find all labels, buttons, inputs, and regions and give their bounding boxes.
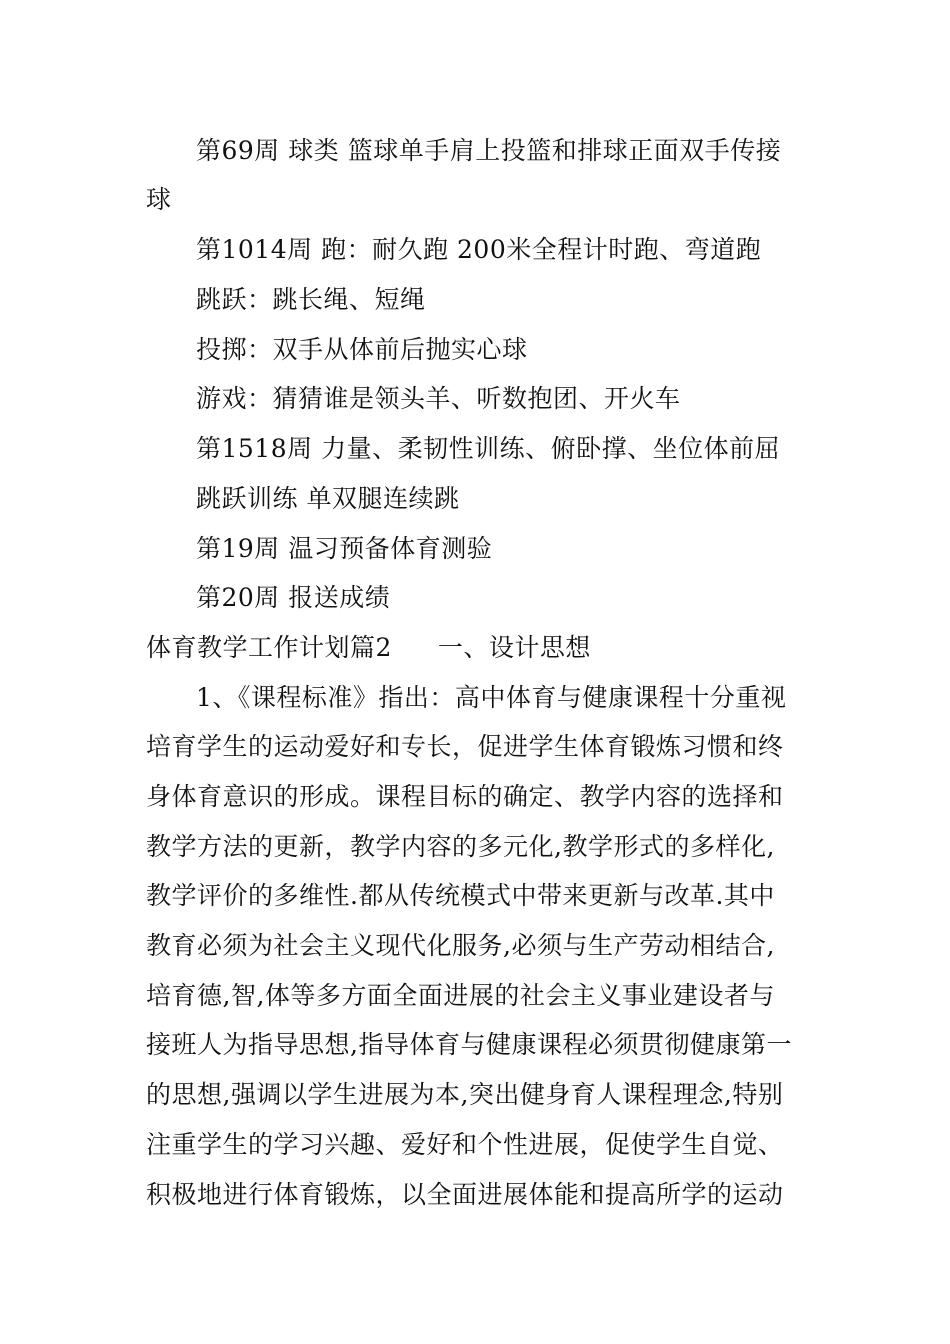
paragraph-line: 1、《课程标准》指出：高中体育与健康课程十分重视 (196, 683, 787, 712)
week-6-9-line: 第69周 球类 篮球单手肩上投篮和排球正面双手传接 (196, 136, 782, 165)
paragraph-line: 积极地进行体育锻炼，以全面进展体能和提高所学的运动 (146, 1180, 784, 1209)
paragraph-line: 的思想,强调以学生进展为本,突出健身育人课程理念,特别 (146, 1080, 784, 1109)
section-subtitle: 一、设计思想 (437, 633, 591, 662)
week-20-line: 第20周 报送成绩 (196, 583, 391, 612)
paragraph-line: 教学方法的更新，教学内容的多元化,教学形式的多样化, (146, 832, 775, 861)
week-6-9-continuation: 球 (146, 185, 172, 214)
throw-line: 投掷：双手从体前后抛实心球 (196, 335, 528, 364)
section-title: 体育教学工作计划篇2 (146, 633, 392, 662)
week-15-18-line: 第1518周 力量、柔韧性训练、俯卧撑、坐位体前屈 (196, 434, 781, 463)
paragraph-line: 培育德,智,体等多方面全面进展的社会主义事业建设者与 (146, 981, 775, 1010)
week-19-line: 第19周 温习预备体育测验 (196, 534, 493, 563)
paragraph-line: 接班人为指导思想,指导体育与健康课程必须贯彻健康第一 (146, 1030, 792, 1059)
paragraph-line: 注重学生的学习兴趣、爱好和个性进展，促使学生自觉、 (146, 1130, 784, 1159)
section-heading (146, 633, 816, 663)
jump-line: 跳跃：跳长绳、短绳 (196, 285, 426, 314)
jump-training-line: 跳跃训练 单双腿连续跳 (196, 484, 460, 513)
week-10-14-line: 第1014周 跑：耐久跑 200米全程计时跑、弯道跑 (196, 235, 762, 264)
paragraph-line: 教育必须为社会主义现代化服务,必须与生产劳动相结合, (146, 931, 775, 960)
paragraph-line: 培育学生的运动爱好和专长，促进学生体育锻炼习惯和终 (146, 732, 784, 761)
paragraph-line: 教学评价的多维性.都从传统模式中带来更新与改革.其中 (146, 881, 775, 910)
game-line: 游戏：猜猜谁是领头羊、听数抱团、开火车 (196, 384, 681, 413)
paragraph-line: 身体育意识的形成。课程目标的确定、教学内容的选择和 (146, 782, 784, 811)
